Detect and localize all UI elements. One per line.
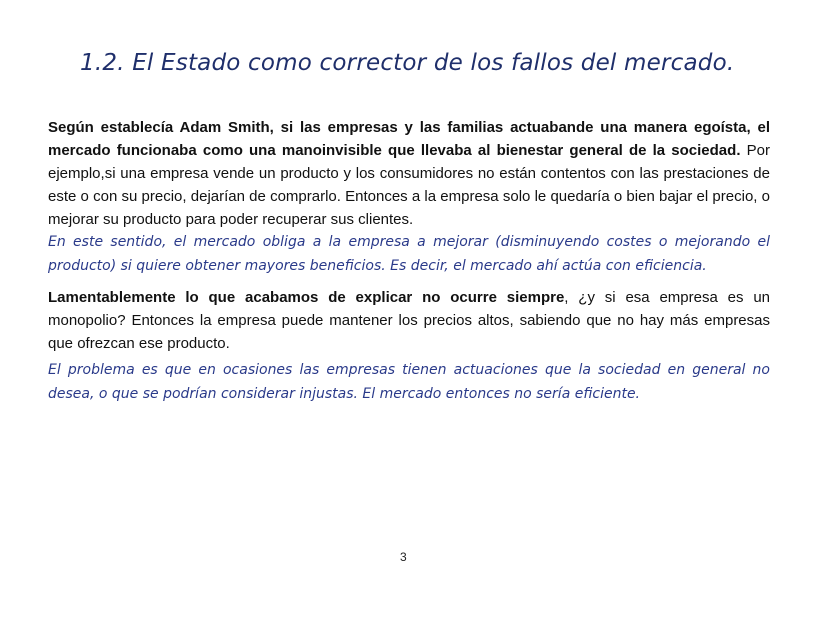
paragraph-efficiency: En este sentido, el mercado obliga a la empresa a mejorar (disminuyendo costes o mejorando el producto) si quiere obtener mayores beneficios. Es decir, el mercado ahí actúa con eficiencia. bbox=[48, 234, 770, 274]
page-number: 3 bbox=[400, 550, 407, 564]
paragraph-monopoly-bold: Lamentablemente lo que acabamos de explicar no ocurre siempre bbox=[48, 289, 565, 306]
paragraph-monopoly bbox=[48, 286, 770, 355]
paragraph-problem: El problema es que en ocasiones las empresas tienen actuaciones que la sociedad en general no desea, o que se podrían considerar injustas. El mercado entonces no sería eficiente. bbox=[48, 362, 770, 402]
paragraph-adam-smith-text: Por ejemplo,si una empresa vende un producto y los consumidores no están contentos con las prestaciones de este o con su precio, dejarían de comprarlo. Entonces a la empresa solo le quedaría o bien bajar el precio, o mejorar su producto para poder recuperar sus clientes. bbox=[48, 142, 770, 228]
paragraph-adam-smith-bold: Según establecía Adam Smith, si las empresas y las familias actuabande una manera egoísta, el mercado funcionaba como una manoinvisible que llevaba al bienestar general de la sociedad. bbox=[48, 119, 770, 159]
section-heading: 1.2. El Estado como corrector de los fallos del mercado. bbox=[80, 50, 735, 76]
paragraph-monopoly-text: , ¿y si esa empresa es un monopolio? Entonces la empresa puede mantener los precios altos, sabiendo que no hay más empresas que ofrezcan ese producto. bbox=[48, 289, 770, 352]
paragraph-adam-smith bbox=[48, 116, 770, 231]
